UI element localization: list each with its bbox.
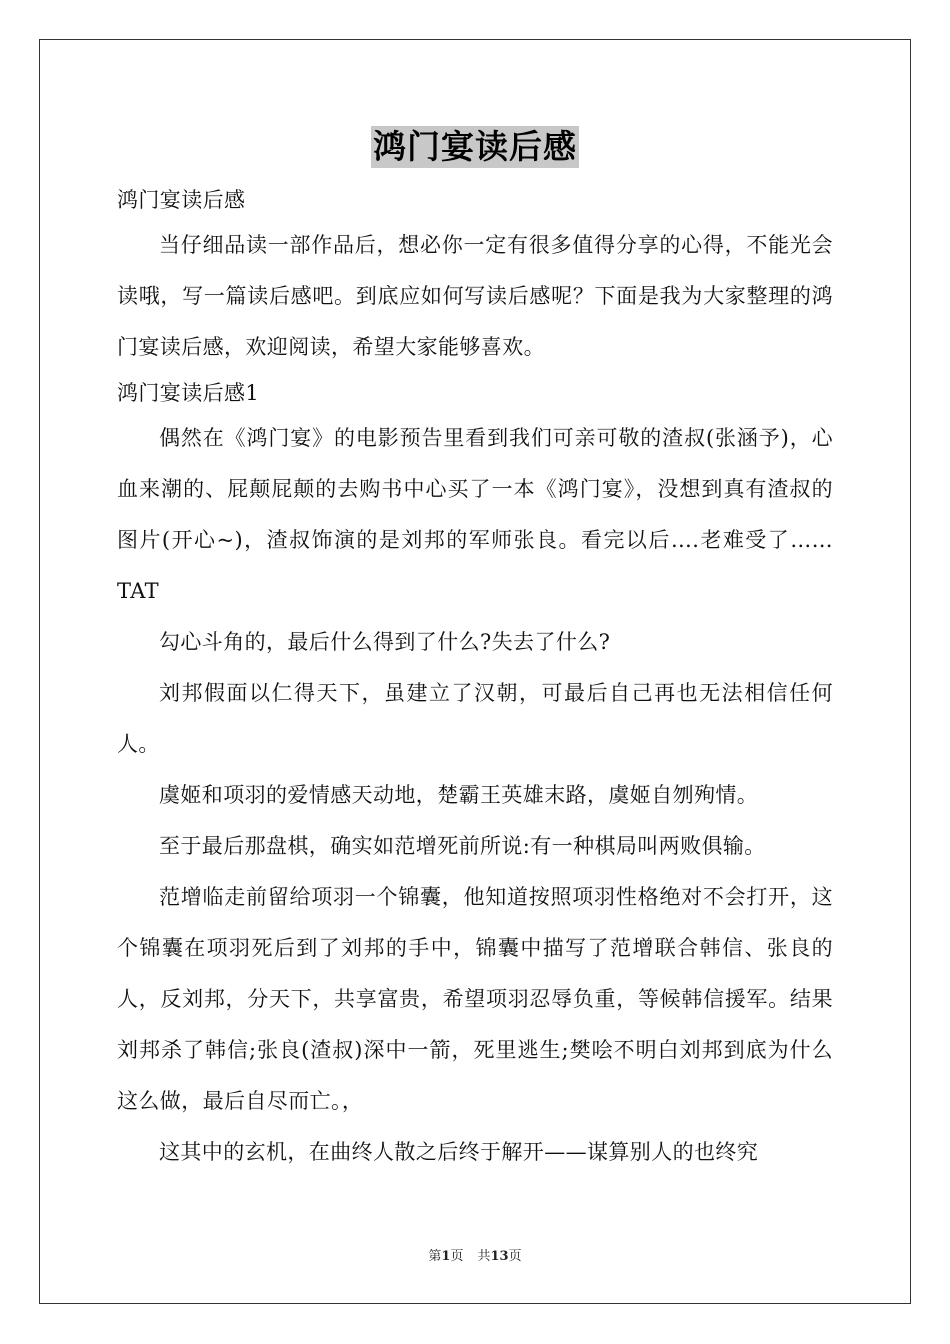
document-title: 鸿门宴读后感 [373, 127, 577, 166]
total-prefix: 共 [477, 1249, 491, 1264]
paragraph-intro: 当仔细品读一部作品后，想必你一定有很多值得分享的心得，不能光会读哦，写一篇读后感吧。到底应如何写读后感呢？下面是我为大家整理的鸿门宴读后感，欢迎阅读，希望大家能够喜欢。 [117, 233, 833, 359]
paragraph: 范增临走前留给项羽一个锦囊，他知道按照项羽性格绝对不会打开，这个锦囊在项羽死后到了刘邦的手中，锦囊中描写了范增联合韩信、张良的人，反刘邦，分天下，共享富贵，希望项羽忍辱负重，等候韩信援军。结果刘邦杀了韩信;张良(渣叔)深中一箭，死里逃生;樊哙不明白刘邦到底为什么这么做，最后自尽而亡。， [117, 885, 833, 1113]
paragraph: 至于最后那盘棋，确实如范增死前所说:有一种棋局叫两败俱输。 [159, 834, 766, 858]
paragraph: 刘邦假面以仁得天下，虽建立了汉朝，可最后自己再也无法相信任何人。 [117, 681, 833, 756]
page-current: 1 [441, 1249, 451, 1264]
paragraph: 这其中的玄机，在曲终人散之后终于解开——谋算别人的也终究 [159, 1140, 759, 1164]
paragraph: 勾心斗角的，最后什么得到了什么?失去了什么? [159, 630, 611, 654]
page-footer [0, 1245, 950, 1264]
subtitle-intro: 鸿门宴读后感 [117, 188, 246, 212]
page-suffix: 页 [450, 1249, 464, 1264]
total-suffix: 页 [508, 1249, 522, 1264]
document-body [117, 180, 833, 1178]
paragraph: 虞姬和项羽的爱情感天动地，楚霸王英雄末路，虞姬自刎殉情。 [159, 783, 759, 807]
paragraph: 偶然在《鸿门宴》的电影预告里看到我们可亲可敬的渣叔(张涵予)，心血来潮的、屁颠屁颠的去购书中心买了一本《鸿门宴》，没想到真有渣叔的图片(开心~)，渣叔饰演的是刘邦的军师张良。看完以后….老难受了……TAT [117, 426, 833, 603]
title-container [0, 126, 950, 168]
page-total: 13 [490, 1249, 509, 1264]
subtitle-essay-1: 鸿门宴读后感1 [117, 381, 260, 405]
page-prefix: 第 [428, 1249, 442, 1264]
